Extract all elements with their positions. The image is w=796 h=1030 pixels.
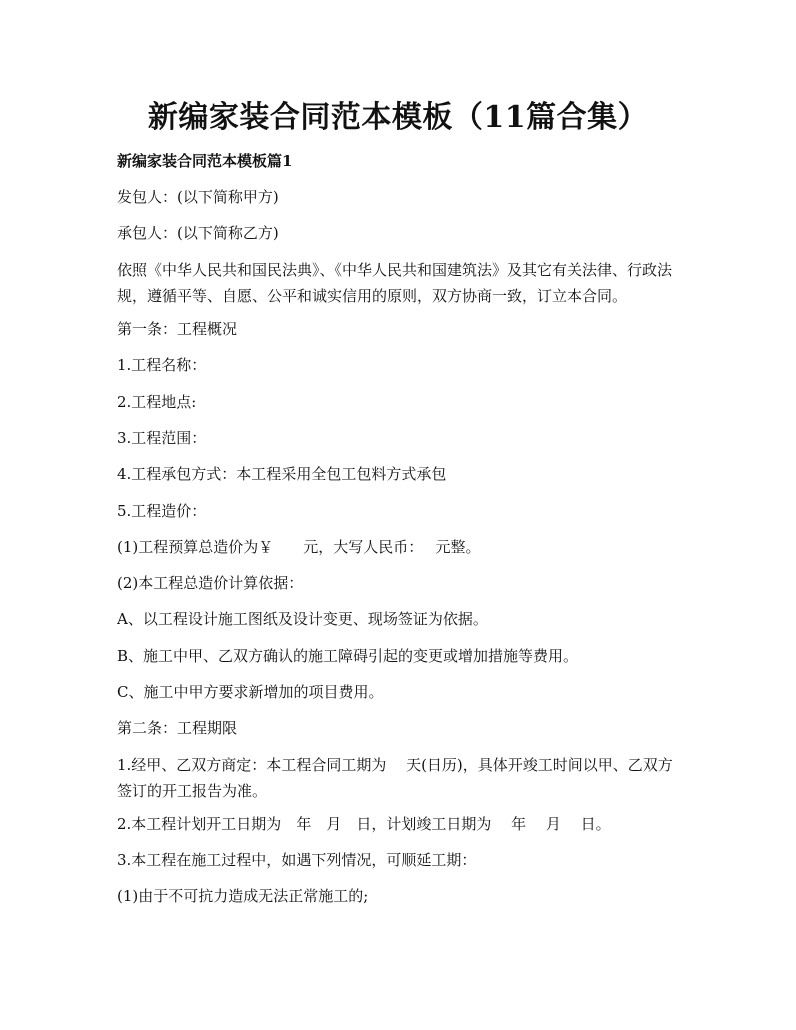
paragraph-cost-basis: (2)本工程总造价计算依据： — [117, 574, 304, 592]
paragraph-basis-a: A、以工程设计施工图纸及设计变更、现场签证为依据。 — [117, 610, 488, 628]
paragraph-employer: 发包人：(以下简称甲方) — [117, 188, 279, 206]
paragraph-contractor: 承包人：(以下简称乙方) — [117, 224, 279, 242]
paragraph-contract-period: 1.经甲、乙双方商定：本工程合同工期为 天(日历)，具体开竣工时间以甲、乙双方签订的开工报告为准。 — [117, 756, 673, 800]
paragraph-project-location: 2.工程地点: — [117, 393, 197, 411]
document-title: 新编家装合同范本模板（11篇合集） — [147, 100, 649, 135]
paragraph-basis-b: B、施工中甲、乙双方确认的施工障碍引起的变更或增加措施等费用。 — [117, 647, 579, 665]
paragraph-basis-c: C、施工中甲方要求新增加的项目费用。 — [117, 683, 384, 701]
paragraph-force-majeure: (1)由于不可抗力造成无法正常施工的; — [117, 887, 369, 905]
section-subtitle: 新编家装合同范本模板篇1 — [117, 152, 293, 170]
paragraph-article-1: 第一条：工程概况 — [117, 320, 238, 338]
paragraph-planned-dates: 2.本工程计划开工日期为 年 月 日，计划竣工日期为 年 月 日。 — [117, 815, 611, 833]
paragraph-project-scope: 3.工程范围： — [117, 429, 207, 447]
paragraph-preamble: 依照《中华人民共和国民法典》、《中华人民共和国建筑法》及其它有关法律、行政法规，遵循平等、自愿、公平和诚实信用的原则，双方协商一致，订立本合同。 — [117, 261, 673, 305]
paragraph-extension: 3.本工程在施工过程中，如遇下列情况，可顺延工期： — [117, 851, 477, 869]
paragraph-article-2: 第二条：工程期限 — [117, 719, 238, 737]
paragraph-project-name: 1.工程名称： — [117, 356, 207, 374]
paragraph-project-cost: 5.工程造价： — [117, 502, 207, 520]
paragraph-total-budget: (1)工程预算总造价为￥ 元，大写人民币： 元整。 — [117, 538, 481, 556]
paragraph-contract-method: 4.工程承包方式：本工程采用全包工包料方式承包 — [117, 465, 447, 483]
